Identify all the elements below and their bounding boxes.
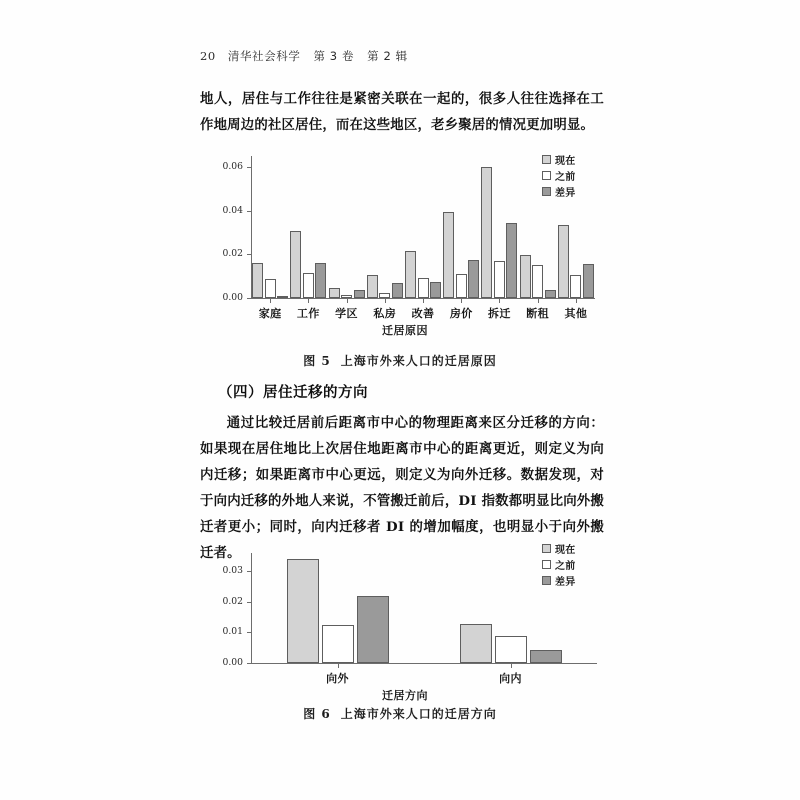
x-category-label: 改善 bbox=[411, 307, 435, 320]
x-category-label: 断租 bbox=[526, 307, 550, 320]
x-tick-mark bbox=[385, 299, 386, 303]
legend-item bbox=[542, 573, 576, 588]
figure-5-caption-number: 图 5 bbox=[303, 354, 331, 368]
x-category-label: 房价 bbox=[449, 307, 473, 320]
x-category-label: 家庭 bbox=[258, 307, 282, 320]
figure-5-caption bbox=[0, 352, 800, 369]
bar bbox=[532, 265, 543, 298]
bar bbox=[315, 263, 326, 298]
bar bbox=[558, 225, 569, 298]
bar bbox=[418, 278, 429, 298]
legend-item bbox=[542, 184, 576, 199]
bar bbox=[357, 596, 389, 663]
x-category-label: 工作 bbox=[296, 307, 320, 320]
x-tick-mark bbox=[576, 299, 577, 303]
figure-6-caption-text: 上海市外来人口的迁居方向 bbox=[340, 707, 497, 721]
bar bbox=[341, 295, 352, 298]
x-tick-mark bbox=[270, 299, 271, 303]
bar bbox=[367, 275, 378, 298]
x-tick-mark bbox=[538, 299, 539, 303]
legend-swatch-icon bbox=[542, 155, 551, 164]
bar bbox=[329, 288, 340, 298]
bar bbox=[405, 251, 416, 298]
figure-6-plot bbox=[205, 545, 605, 702]
paragraph-middle: 通过比较迁居前后距离市中心的物理距离来区分迁移的方向：如果现在居住地比上次居住地距离市中心的距离更近，则定义为向内迁移；如果距离市中心更远，则定义为向外迁移。数据发现，对于向内迁移的外地人来说，不管搬迁前后，DI 指数都明显比向外搬迁者更小；同时，向内迁移者 DI 的增加幅度，也明显小于向外搬迁者。 bbox=[200, 415, 604, 561]
bar bbox=[287, 559, 319, 663]
legend-swatch-icon bbox=[542, 171, 551, 180]
x-tick-mark bbox=[308, 299, 309, 303]
y-axis-line bbox=[251, 553, 252, 663]
bar bbox=[277, 296, 288, 298]
bar bbox=[265, 279, 276, 298]
figure-5-caption-text: 上海市外来人口的迁居原因 bbox=[340, 354, 497, 368]
figure-6-caption-number: 图 6 bbox=[303, 707, 331, 721]
legend-swatch-icon bbox=[542, 544, 551, 553]
bar bbox=[520, 255, 531, 298]
running-head-volume: 第 3 卷 bbox=[313, 49, 355, 63]
legend-label: 现在 bbox=[555, 545, 576, 556]
legend-swatch-icon bbox=[542, 560, 551, 569]
y-tick-label: 0.02 bbox=[222, 248, 243, 260]
y-tick-label: 0.00 bbox=[222, 292, 243, 303]
bar bbox=[545, 290, 556, 298]
x-category-label: 学区 bbox=[335, 307, 358, 320]
legend-label: 差异 bbox=[555, 188, 576, 199]
figure-6 bbox=[205, 545, 605, 702]
legend-label: 之前 bbox=[555, 561, 576, 572]
chart-legend bbox=[542, 152, 576, 199]
legend-swatch-icon bbox=[542, 576, 551, 585]
legend-label: 现在 bbox=[555, 156, 576, 167]
y-tick-mark bbox=[247, 254, 251, 255]
bar bbox=[290, 231, 301, 298]
figure-5-plot bbox=[205, 150, 605, 335]
bar bbox=[456, 274, 467, 298]
bar bbox=[494, 261, 505, 298]
bar bbox=[495, 636, 527, 663]
x-tick-mark bbox=[499, 299, 500, 303]
x-axis-title: 迁居原因 bbox=[382, 324, 428, 337]
x-tick-mark bbox=[338, 664, 339, 668]
section-heading: （四）居住迁移的方向 bbox=[218, 384, 368, 401]
bar bbox=[443, 212, 454, 298]
legend-label: 差异 bbox=[555, 577, 576, 588]
y-tick-mark bbox=[247, 167, 251, 168]
y-tick-label: 0.01 bbox=[222, 626, 243, 638]
x-category-label: 私房 bbox=[373, 307, 397, 320]
y-tick-mark bbox=[247, 211, 251, 212]
legend-swatch-icon bbox=[542, 187, 551, 196]
bar bbox=[303, 273, 314, 298]
legend-item bbox=[542, 541, 576, 556]
legend-label: 之前 bbox=[555, 172, 576, 183]
bar bbox=[481, 167, 492, 298]
y-tick-mark bbox=[247, 571, 251, 572]
x-tick-mark bbox=[423, 299, 424, 303]
x-tick-mark bbox=[347, 299, 348, 303]
y-tick-label: 0.02 bbox=[222, 595, 243, 607]
y-tick-mark bbox=[247, 298, 251, 299]
running-head-issue: 第 2 辑 bbox=[367, 49, 408, 63]
running-head bbox=[200, 48, 421, 64]
bar bbox=[468, 260, 479, 298]
y-tick-label: 0.00 bbox=[222, 657, 243, 668]
bar bbox=[460, 624, 492, 663]
x-category-label: 其他 bbox=[564, 307, 588, 320]
y-tick-label: 0.06 bbox=[222, 160, 243, 172]
y-tick-mark bbox=[247, 663, 251, 664]
legend-item bbox=[542, 168, 576, 183]
x-category-label: 向外 bbox=[326, 672, 349, 685]
x-category-label: 向内 bbox=[499, 672, 522, 685]
x-tick-mark bbox=[461, 299, 462, 303]
figure-5 bbox=[205, 150, 605, 335]
bar bbox=[322, 625, 354, 663]
bar bbox=[506, 223, 517, 298]
y-tick-label: 0.04 bbox=[222, 204, 243, 216]
x-tick-mark bbox=[511, 664, 512, 668]
figure-6-caption bbox=[0, 705, 800, 722]
chart-legend bbox=[542, 541, 576, 588]
paragraph-top: 地人，居住与工作往往是紧密关联在一起的，很多人往往选择在工作地周边的社区居住，而在这些地区，老乡聚居的情况更加明显。 bbox=[200, 91, 604, 133]
y-tick-label: 0.03 bbox=[222, 565, 243, 577]
page-number: 20 bbox=[200, 49, 216, 63]
x-axis-title: 迁居方向 bbox=[382, 689, 428, 702]
x-category-label: 拆迁 bbox=[488, 307, 511, 320]
legend-item bbox=[542, 152, 576, 167]
bar bbox=[530, 650, 562, 663]
bar bbox=[570, 275, 581, 298]
bar bbox=[583, 264, 594, 298]
bar bbox=[354, 290, 365, 298]
bar bbox=[392, 283, 403, 298]
y-tick-mark bbox=[247, 602, 251, 603]
bar bbox=[252, 263, 263, 298]
running-head-journal: 清华社会科学 bbox=[227, 49, 301, 63]
bar bbox=[430, 282, 441, 298]
legend-item bbox=[542, 557, 576, 572]
bar bbox=[379, 293, 390, 298]
y-tick-mark bbox=[247, 632, 251, 633]
x-axis-line bbox=[251, 663, 597, 664]
